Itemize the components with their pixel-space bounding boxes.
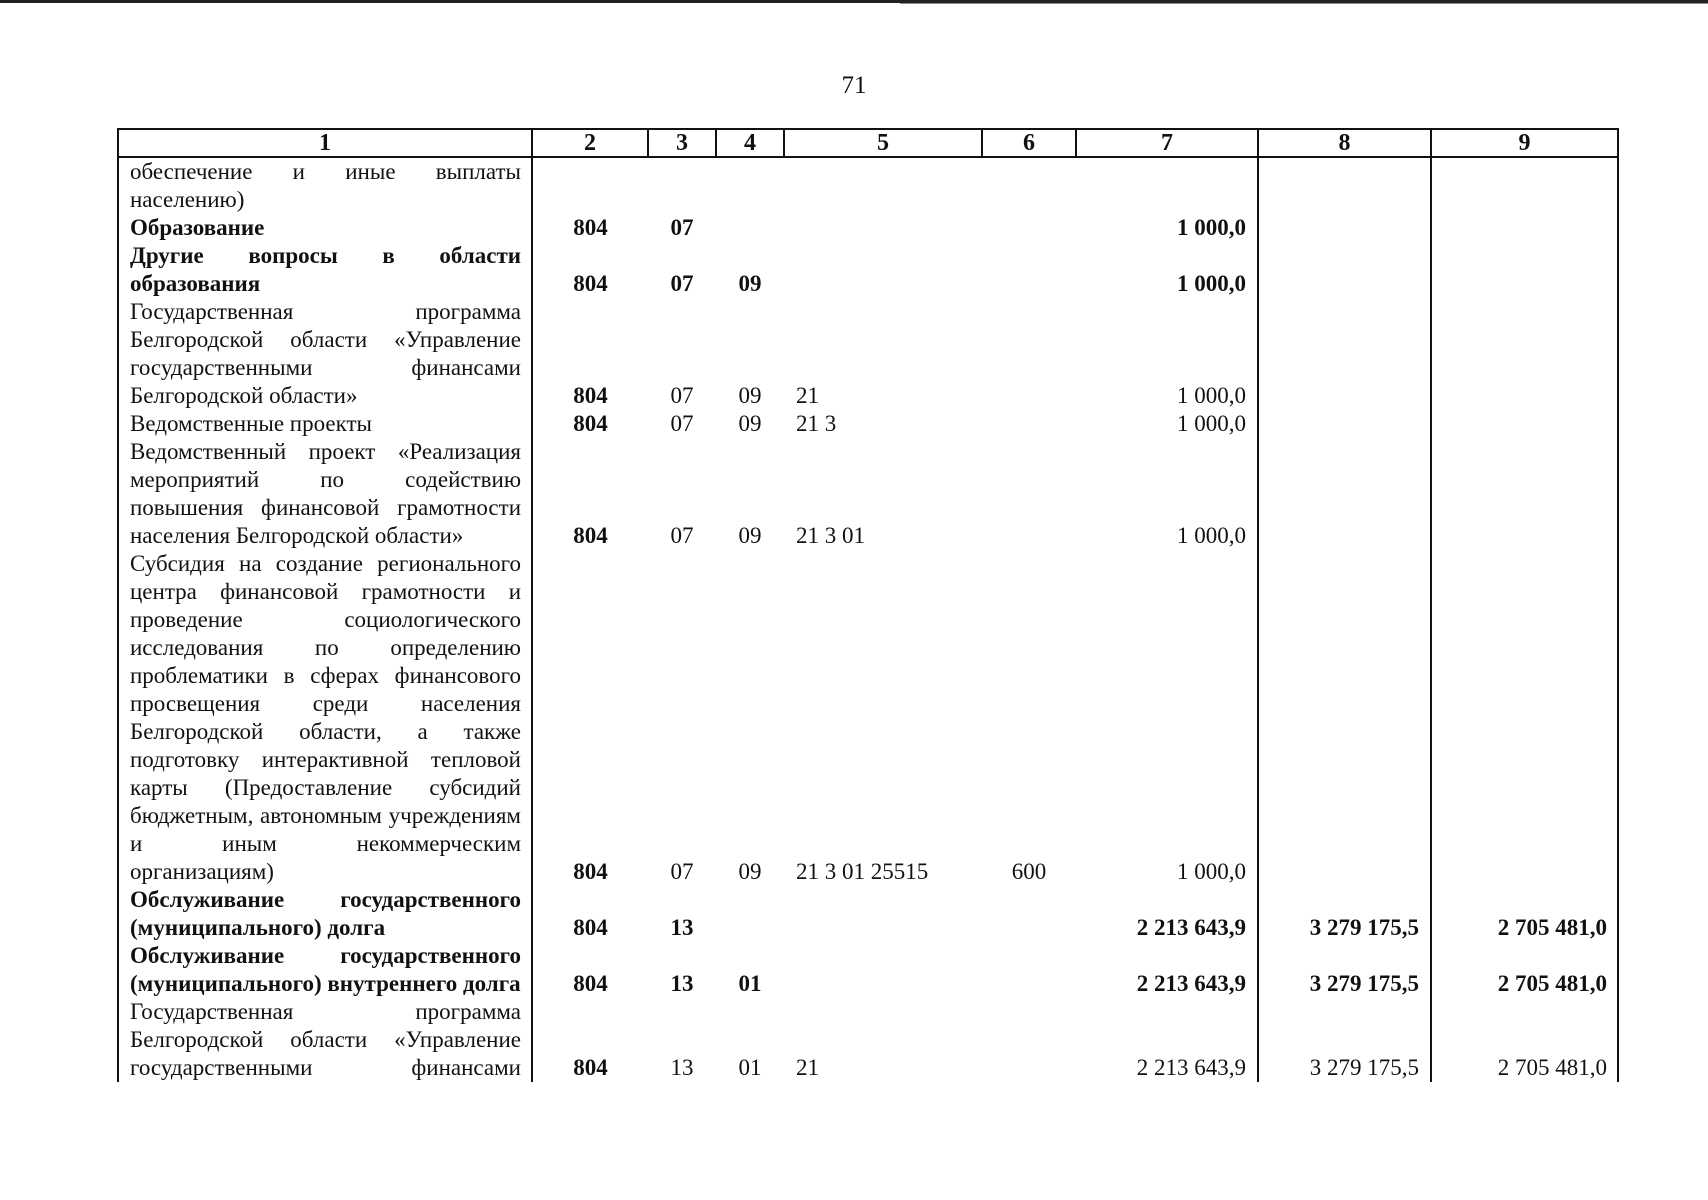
row-name: Ведомственный проект «Реализация мероприятий по содействию повышения финансовой грамотности населения Белгородской области» (118, 438, 532, 550)
grbs-code: 804 (532, 438, 648, 550)
expense-type-code (982, 298, 1076, 410)
table-body (118, 157, 1618, 1082)
amount-year-3 (1431, 550, 1618, 886)
grbs-code (532, 157, 648, 214)
table-row (118, 942, 1618, 998)
amount-year-2 (1258, 550, 1431, 886)
grbs-code: 804 (532, 242, 648, 298)
expense-type-code (982, 438, 1076, 550)
subsection-code: 09 (738, 859, 762, 884)
section-code: 07 (670, 859, 694, 884)
row-name: Ведомственные проекты (118, 410, 532, 438)
col-header: 4 (716, 129, 784, 157)
subsection-code: 09 (738, 523, 762, 548)
amount-year-1: 1 000,0 (1076, 214, 1258, 242)
top-edge-rule-secondary (900, 3, 1708, 4)
amount-year-2 (1258, 242, 1431, 298)
amount-year-2 (1258, 214, 1431, 242)
col-header: 5 (784, 129, 982, 157)
target-article-code (784, 886, 982, 942)
subsection-code (716, 157, 784, 214)
target-article-code: 21 3 (796, 411, 837, 436)
target-article-code: 21 3 01 (796, 523, 865, 548)
target-article-code (784, 242, 982, 298)
row-name: Государственная программа Белгородской области «Управление государственными финансами (118, 998, 532, 1082)
grbs-code: 804 (532, 942, 648, 998)
amount-year-2 (1258, 438, 1431, 550)
budget-table (117, 128, 1619, 1082)
amount-year-3 (1431, 242, 1618, 298)
amount-year-1 (1076, 157, 1258, 214)
amount-year-1: 2 213 643,9 (1076, 942, 1258, 998)
table-row (118, 410, 1618, 438)
target-article-code: 21 (796, 1055, 819, 1080)
table-row (118, 886, 1618, 942)
col-header: 8 (1258, 129, 1431, 157)
table-row (118, 438, 1618, 550)
expense-type-code (982, 157, 1076, 214)
expense-type-code (982, 410, 1076, 438)
target-article-code (784, 942, 982, 998)
table-row (118, 214, 1618, 242)
grbs-code: 804 (532, 886, 648, 942)
amount-year-2 (1258, 157, 1431, 214)
row-name: Государственная программа Белгородской области «Управление государственными финансами Белгородской области» (118, 298, 532, 410)
table-row (118, 550, 1618, 886)
section-code: 13 (670, 915, 694, 940)
amount-year-1: 1 000,0 (1076, 242, 1258, 298)
grbs-code: 804 (532, 214, 648, 242)
target-article-code: 21 (796, 383, 819, 408)
expense-type-code (982, 998, 1076, 1082)
amount-year-3 (1431, 438, 1618, 550)
amount-year-1: 1 000,0 (1076, 438, 1258, 550)
table-row (118, 998, 1618, 1082)
table-row (118, 298, 1618, 410)
row-name: Обслуживание государственного (муниципального) долга (118, 886, 532, 942)
table-row (118, 157, 1618, 214)
amount-year-2 (1258, 298, 1431, 410)
amount-year-3 (1431, 214, 1618, 242)
expense-type-code (982, 242, 1076, 298)
col-header: 2 (532, 129, 648, 157)
section-code: 07 (670, 215, 694, 240)
amount-year-3: 2 705 481,0 (1431, 942, 1618, 998)
amount-year-2: 3 279 175,5 (1258, 886, 1431, 942)
amount-year-1: 1 000,0 (1076, 410, 1258, 438)
col-header: 3 (648, 129, 716, 157)
row-name: Другие вопросы в области образования (118, 242, 532, 298)
amount-year-2: 3 279 175,5 (1258, 998, 1431, 1082)
section-code: 13 (670, 1055, 694, 1080)
section-code: 13 (670, 971, 694, 996)
subsection-code: 01 (738, 1055, 762, 1080)
row-name: Обслуживание государственного (муниципального) внутреннего долга (118, 942, 532, 998)
col-header: 1 (118, 129, 532, 157)
table-row (118, 242, 1618, 298)
amount-year-3 (1431, 298, 1618, 410)
amount-year-3: 2 705 481,0 (1431, 886, 1618, 942)
amount-year-1: 2 213 643,9 (1076, 886, 1258, 942)
subsection-code: 09 (738, 411, 762, 436)
col-header: 9 (1431, 129, 1618, 157)
header-row (118, 129, 1618, 157)
grbs-code: 804 (532, 410, 648, 438)
section-code (648, 157, 716, 214)
subsection-code: 09 (738, 271, 762, 296)
col-header: 7 (1076, 129, 1258, 157)
amount-year-2: 3 279 175,5 (1258, 942, 1431, 998)
expense-type-code (982, 942, 1076, 998)
subsection-code (716, 886, 784, 942)
section-code: 07 (670, 383, 694, 408)
page-number: 71 (841, 72, 867, 99)
subsection-code: 09 (738, 383, 762, 408)
expense-type-code (982, 214, 1076, 242)
subsection-code: 01 (738, 971, 762, 996)
grbs-code: 804 (532, 550, 648, 886)
row-name: Субсидия на создание регионального центра финансовой грамотности и проведение социологического исследования по определению проблематики в сферах финансового просвещения среди населения Белгородской области, а также подготовку интерактивной тепловой карты (Предоставление субсидий бюджетным, автономным учреждениям и иным некоммерческим организациям) (118, 550, 532, 886)
amount-year-2 (1258, 410, 1431, 438)
grbs-code: 804 (532, 298, 648, 410)
amount-year-1: 1 000,0 (1076, 298, 1258, 410)
expense-type-code (982, 886, 1076, 942)
section-code: 07 (670, 411, 694, 436)
amount-year-3 (1431, 157, 1618, 214)
section-code: 07 (670, 523, 694, 548)
expense-type-code: 600 (1011, 859, 1047, 884)
grbs-code: 804 (532, 998, 648, 1082)
subsection-code (716, 214, 784, 242)
target-article-code (784, 157, 982, 214)
target-article-code: 21 3 01 25515 (796, 859, 929, 884)
amount-year-1: 1 000,0 (1076, 550, 1258, 886)
amount-year-3: 2 705 481,0 (1431, 998, 1618, 1082)
col-header: 6 (982, 129, 1076, 157)
section-code: 07 (670, 271, 694, 296)
row-name: Образование (118, 214, 532, 242)
target-article-code (784, 214, 982, 242)
row-name: обеспечение и иные выплаты населению) (118, 157, 532, 214)
amount-year-1: 2 213 643,9 (1076, 998, 1258, 1082)
amount-year-3 (1431, 410, 1618, 438)
